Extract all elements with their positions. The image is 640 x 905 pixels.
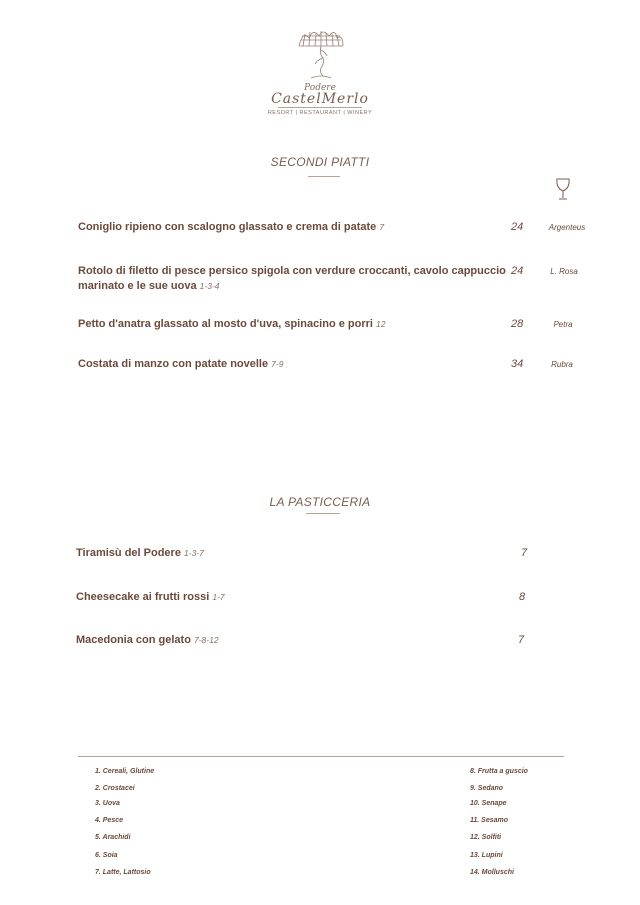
menu-item-dish: Coniglio ripieno con scalogno glassato e crema di patate 7 — [78, 221, 385, 233]
wine-pairing: L. Rosa — [550, 267, 578, 276]
allergen-legend-item: 1. Cereali, Glutine — [95, 768, 155, 775]
section-divider — [306, 513, 340, 514]
wine-pairing: Petra — [553, 320, 573, 329]
section-title-secondi: SECONDI PIATTI — [270, 155, 370, 169]
logo-subtitle: Podere — [304, 83, 336, 93]
allergen-legend-item: 4. Pesce — [95, 817, 124, 824]
logo — [0, 0, 640, 125]
wine-pairing: Argenteus — [548, 223, 586, 232]
allergen-legend-item: 8. Frutta a guscio — [470, 768, 528, 775]
wine-pairing: Rubra — [551, 360, 573, 369]
allergen-legend-item: 7. Latte, Lattosio — [95, 869, 151, 876]
tree-logo-icon — [297, 28, 345, 84]
allergen-legend-item: 13. Lupini — [470, 852, 503, 859]
menu-item-dish: Rotolo di filetto di pesce persico spigola con verdure croccanti, cavolo cappuccio marinato e le sue uova 1-3-4 — [78, 265, 506, 292]
section-title-pasticceria: LA PASTICCERIA — [269, 495, 371, 509]
menu-item-price: 24 — [511, 221, 524, 233]
menu-item-dessert: Macedonia con gelato 7-8-12 — [76, 634, 219, 646]
section-divider — [308, 176, 340, 177]
menu-item-dessert: Cheesecake ai frutti rossi 1-7 — [76, 591, 225, 603]
allergen-legend-item: 10. Senape — [470, 800, 507, 807]
menu-item-price: 24 — [511, 265, 524, 277]
wine-glass-icon — [555, 178, 571, 200]
allergen-legend-item: 9. Sedano — [470, 785, 504, 792]
menu-item-price: 28 — [511, 318, 524, 330]
menu-item-price: 7 — [518, 634, 525, 646]
menu-item-dish: Costata di manzo con patate novelle 7-9 — [78, 358, 284, 370]
menu-item-price: 7 — [521, 547, 528, 559]
allergen-legend-item: 2. Crostacei — [95, 785, 135, 792]
menu-item-price: 34 — [511, 358, 524, 370]
allergen-legend-item: 14. Molluschi — [470, 869, 514, 876]
logo-name: CastelMerlo — [271, 91, 369, 107]
allergen-legend-item: 12. Solfiti — [470, 834, 502, 841]
logo-divider — [278, 107, 362, 108]
menu-item-dessert: Tiramisù del Podere 1-3-7 — [76, 547, 204, 559]
allergen-legend-item: 5. Arachidi — [95, 834, 131, 841]
allergen-legend-item: 11. Sesamo — [470, 817, 509, 824]
footer-divider — [78, 756, 564, 757]
menu-item-price: 8 — [519, 591, 526, 603]
allergen-legend-item: 3. Uova — [95, 800, 120, 807]
allergen-legend-item: 6. Soia — [95, 852, 118, 859]
menu-item-dish: Petto d'anatra glassato al mosto d'uva, spinacino e porri 12 — [78, 318, 386, 330]
logo-tagline: RESORT | RESTAURANT | WINERY — [267, 110, 373, 116]
